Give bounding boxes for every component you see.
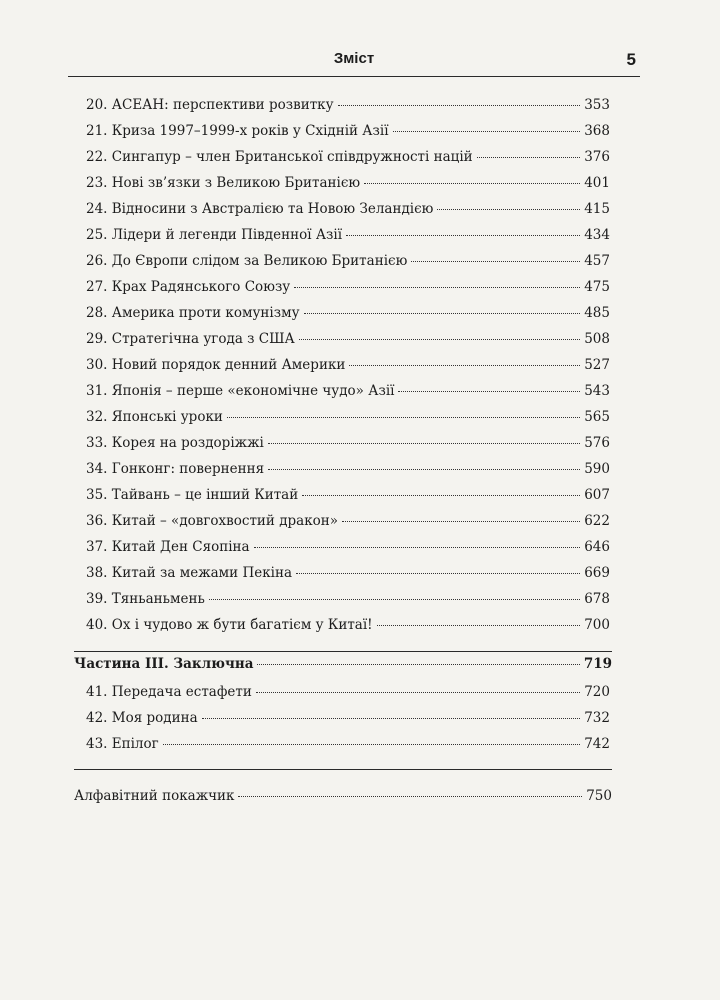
toc-entry-page: 475 xyxy=(584,279,610,295)
dot-leader xyxy=(227,417,580,418)
toc-entry-page: 607 xyxy=(584,487,610,503)
dot-leader xyxy=(296,573,580,574)
toc-entry-title: 42. Моя родина xyxy=(86,710,198,726)
toc-entry-title: 25. Лідери й легенди Південної Азії xyxy=(86,227,343,243)
toc-entry-title: 32. Японські уроки xyxy=(86,409,223,425)
toc-entry-title: 41. Передача естафети xyxy=(86,684,252,700)
toc-entry-40[interactable] xyxy=(86,617,610,639)
toc-index-page: 750 xyxy=(586,788,612,804)
toc-entry-title: 21. Криза 1997–1999-х років у Східній Азії xyxy=(86,123,389,139)
toc-entry-28[interactable] xyxy=(86,305,610,327)
dot-leader xyxy=(163,744,581,745)
dot-leader xyxy=(256,692,580,693)
dot-leader xyxy=(304,313,581,314)
toc-entry-page: 376 xyxy=(584,149,610,165)
dot-leader xyxy=(268,443,580,444)
toc-entry-page: 368 xyxy=(584,123,610,139)
toc-entry-23[interactable] xyxy=(86,175,610,197)
table-of-contents xyxy=(74,0,612,1000)
page-number: 5 xyxy=(626,50,636,69)
toc-entry-page: 401 xyxy=(584,175,610,191)
dot-leader xyxy=(294,287,580,288)
toc-part-title: Частина III. Заключна xyxy=(74,656,254,672)
dot-leader xyxy=(257,664,579,665)
toc-entry-30[interactable] xyxy=(86,357,610,379)
dot-leader xyxy=(268,469,580,470)
toc-entry-42[interactable] xyxy=(86,710,610,732)
toc-entry-21[interactable] xyxy=(86,123,610,145)
toc-entry-page: 732 xyxy=(584,710,610,726)
toc-entry-title: 24. Відносини з Австралією та Новою Зеландією xyxy=(86,201,434,217)
toc-entry-title: 40. Ох і чудово ж бути багатієм у Китаї! xyxy=(86,617,373,633)
dot-leader xyxy=(254,547,581,548)
dot-leader xyxy=(398,391,580,392)
toc-entry-32[interactable] xyxy=(86,409,610,431)
toc-entry-page: 415 xyxy=(584,201,610,217)
toc-entry-page: 720 xyxy=(584,684,610,700)
toc-entry-title: 37. Китай Ден Сяопіна xyxy=(86,539,250,555)
toc-entry-title: 26. До Європи слідом за Великою Британією xyxy=(86,253,408,269)
toc-entry-25[interactable] xyxy=(86,227,610,249)
toc-entry-title: 20. АСЕАН: перспективи розвитку xyxy=(86,97,334,113)
toc-entry-title: 34. Гонконг: повернення xyxy=(86,461,265,477)
toc-entry-title: 43. Епілог xyxy=(86,736,159,752)
toc-entry-page: 543 xyxy=(584,383,610,399)
dot-leader xyxy=(238,796,582,797)
toc-entry-title: 39. Тяньаньмень xyxy=(86,591,205,607)
dot-leader xyxy=(349,365,580,366)
toc-entry-37[interactable] xyxy=(86,539,610,561)
toc-entry-page: 508 xyxy=(584,331,610,347)
dot-leader xyxy=(338,105,581,106)
toc-entry-page: 457 xyxy=(584,253,610,269)
toc-part-3[interactable] xyxy=(74,656,612,678)
toc-entry-title: 35. Тайвань – це інший Китай xyxy=(86,487,299,503)
toc-entry-page: 590 xyxy=(584,461,610,477)
toc-entry-title: 22. Сингапур – член Британської співдружності націй xyxy=(86,149,473,165)
section-divider-bottom xyxy=(74,769,612,770)
toc-entry-41[interactable] xyxy=(86,684,610,706)
dot-leader xyxy=(364,183,580,184)
toc-index-title: Алфавітний покажчик xyxy=(74,788,235,804)
toc-entry-title: 28. Америка проти комунізму xyxy=(86,305,300,321)
toc-entry-22[interactable] xyxy=(86,149,610,171)
toc-entry-31[interactable] xyxy=(86,383,610,405)
toc-entry-page: 576 xyxy=(584,435,610,451)
toc-entry-24[interactable] xyxy=(86,201,610,223)
toc-part-page: 719 xyxy=(583,656,612,672)
section-divider-top xyxy=(74,651,612,652)
toc-entry-page: 622 xyxy=(584,513,610,529)
toc-index[interactable] xyxy=(74,788,612,810)
toc-entry-35[interactable] xyxy=(86,487,610,509)
dot-leader xyxy=(346,235,580,236)
dot-leader xyxy=(202,718,581,719)
toc-entry-page: 565 xyxy=(584,409,610,425)
toc-entry-page: 700 xyxy=(584,617,610,633)
toc-entry-34[interactable] xyxy=(86,461,610,483)
toc-entry-33[interactable] xyxy=(86,435,610,457)
toc-entry-title: 38. Китай за межами Пекіна xyxy=(86,565,293,581)
toc-entry-page: 527 xyxy=(584,357,610,373)
dot-leader xyxy=(477,157,581,158)
toc-entry-title: 33. Корея на роздоріжжі xyxy=(86,435,264,451)
dot-leader xyxy=(411,261,580,262)
toc-entry-27[interactable] xyxy=(86,279,610,301)
toc-entry-title: 30. Новий порядок денний Америки xyxy=(86,357,346,373)
toc-entry-title: 23. Нові зв’язки з Великою Британією xyxy=(86,175,361,191)
dot-leader xyxy=(209,599,580,600)
toc-entry-36[interactable] xyxy=(86,513,610,535)
dot-leader xyxy=(299,339,580,340)
dot-leader xyxy=(342,521,580,522)
toc-entry-page: 669 xyxy=(584,565,610,581)
toc-entry-page: 485 xyxy=(584,305,610,321)
header-title: Зміст xyxy=(333,50,375,67)
toc-entry-title: 31. Японія – перше «економічне чудо» Азії xyxy=(86,383,395,399)
toc-entry-page: 434 xyxy=(584,227,610,243)
toc-entry-page: 646 xyxy=(584,539,610,555)
toc-entry-43[interactable] xyxy=(86,736,610,758)
toc-entry-title: 29. Стратегічна угода з США xyxy=(86,331,295,347)
toc-entry-title: 27. Крах Радянського Союзу xyxy=(86,279,291,295)
toc-entry-title: 36. Китай – «довгохвостий дракон» xyxy=(86,513,339,529)
dot-leader xyxy=(302,495,580,496)
dot-leader xyxy=(437,209,580,210)
dot-leader xyxy=(393,131,581,132)
toc-entry-page: 678 xyxy=(584,591,610,607)
toc-entry-20[interactable] xyxy=(86,97,610,119)
toc-entry-29[interactable] xyxy=(86,331,610,353)
toc-entry-39[interactable] xyxy=(86,591,610,613)
toc-entry-page: 742 xyxy=(584,736,610,752)
toc-entry-page: 353 xyxy=(584,97,610,113)
toc-entry-38[interactable] xyxy=(86,565,610,587)
dot-leader xyxy=(377,625,581,626)
toc-entry-26[interactable] xyxy=(86,253,610,275)
